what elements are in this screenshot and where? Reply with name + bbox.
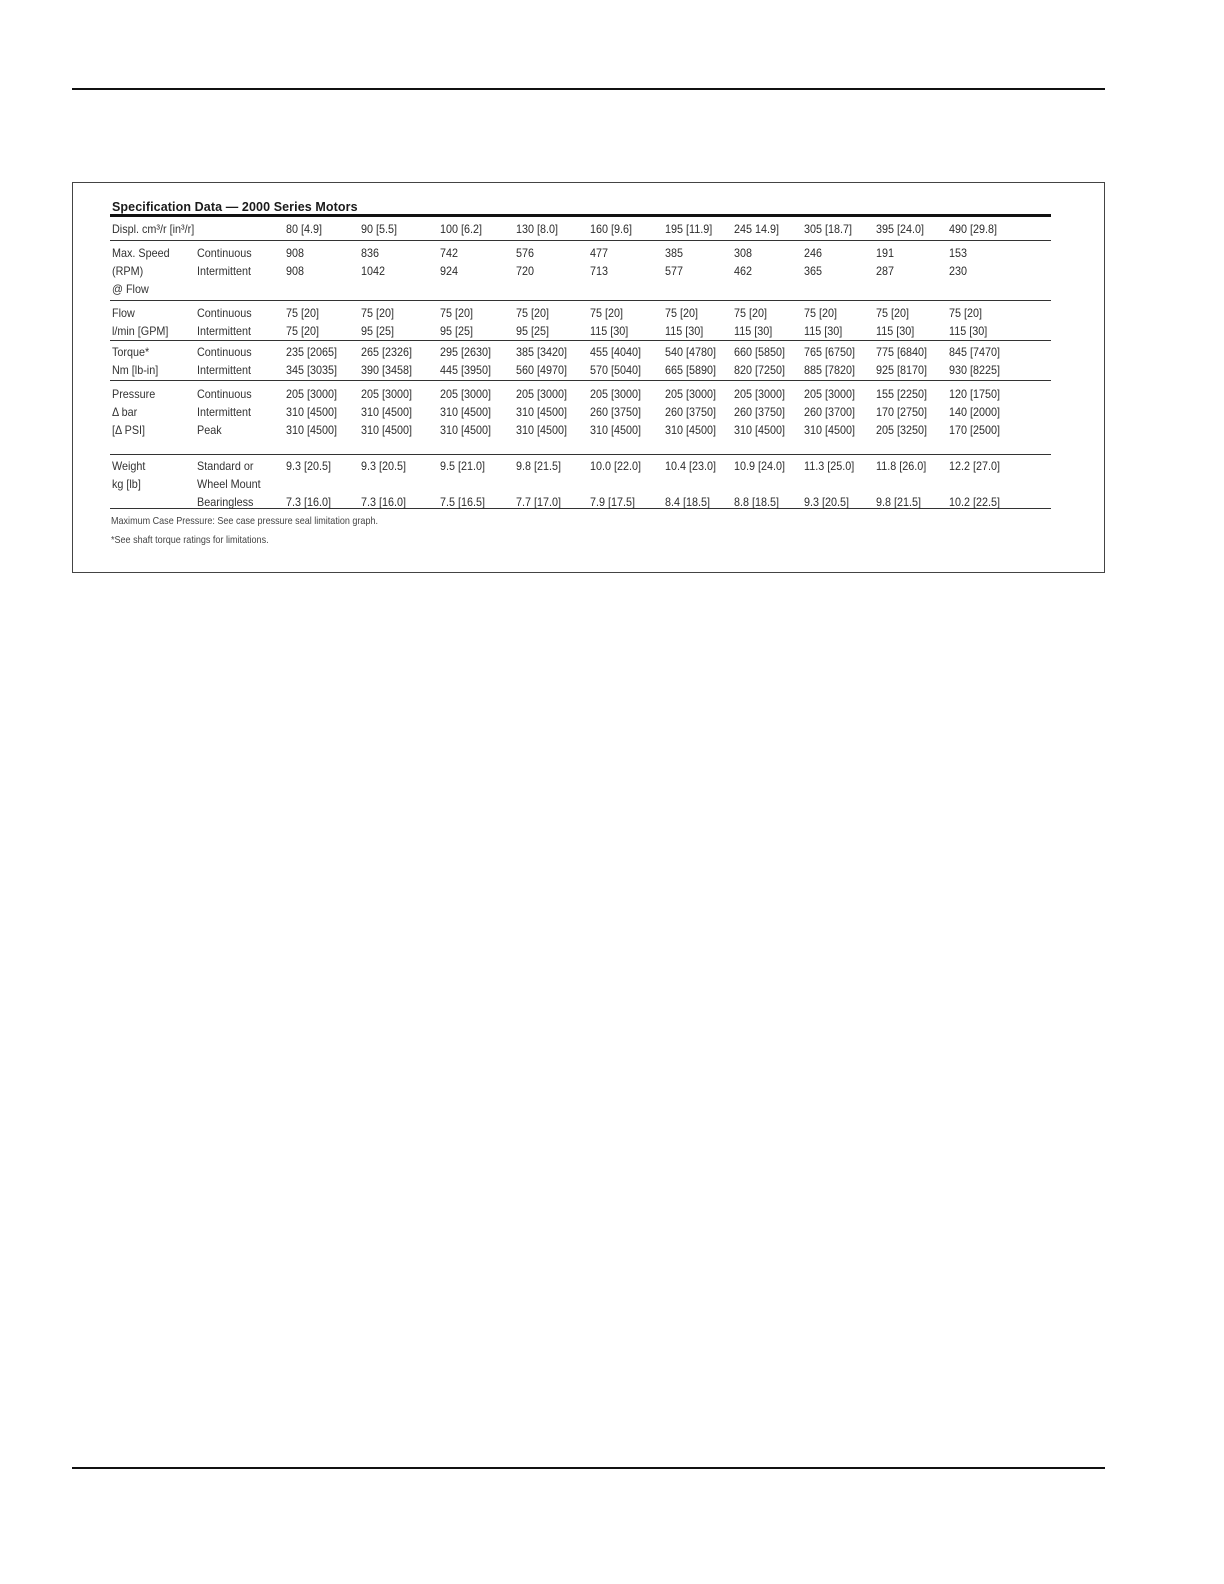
table-cell: 75 [20] (361, 306, 395, 320)
table-cell: 9.5 [21.0] (440, 459, 486, 473)
table-cell: 75 [20] (665, 306, 699, 320)
table-cell: 230 (949, 264, 968, 278)
table-cell: 246 (804, 246, 823, 260)
table-cell: 115 [30] (949, 324, 988, 338)
row-condition-label: Peak (197, 423, 222, 437)
displacement-cell: 90 [5.5] (361, 222, 398, 236)
displacement-cell: 395 [24.0] (876, 222, 925, 236)
table-cell: 75 [20] (949, 306, 983, 320)
row-separator (110, 380, 1051, 381)
table-cell: 713 (590, 264, 609, 278)
table-cell: 540 [4780] (665, 345, 717, 359)
table-cell: 1042 (361, 264, 386, 278)
table-cell: 10.0 [22.0] (590, 459, 642, 473)
table-cell: 120 [1750] (949, 387, 1001, 401)
table-cell: 925 [8170] (876, 363, 928, 377)
row-condition-label: Intermittent (197, 405, 252, 419)
table-cell: 10.2 [22.5] (949, 495, 1001, 509)
displacement-cell: 80 [4.9] (286, 222, 323, 236)
table-cell: 170 [2500] (949, 423, 1001, 437)
table-cell: 205 [3000] (665, 387, 717, 401)
table-cell: 742 (440, 246, 459, 260)
table-cell: 665 [5890] (665, 363, 717, 377)
row-separator (110, 240, 1051, 241)
table-cell: 930 [8225] (949, 363, 1001, 377)
table-cell: 385 (665, 246, 684, 260)
table-cell: 153 (949, 246, 968, 260)
table-cell: 7.3 [16.0] (286, 495, 332, 509)
group-label: l/min [GPM] (112, 324, 169, 338)
displacement-cell: 100 [6.2] (440, 222, 483, 236)
table-cell: 477 (590, 246, 609, 260)
table-cell: 11.8 [26.0] (876, 459, 927, 473)
table-cell: 310 [4500] (590, 423, 642, 437)
table-cell: 310 [4500] (804, 423, 856, 437)
displacement-cell: 490 [29.8] (949, 222, 998, 236)
table-cell: 9.3 [20.5] (804, 495, 850, 509)
table-cell: 115 [30] (665, 324, 704, 338)
table-cell: 75 [20] (804, 306, 838, 320)
table-cell: 115 [30] (804, 324, 843, 338)
table-cell: 12.2 [27.0] (949, 459, 1001, 473)
table-cell: 310 [4500] (516, 405, 568, 419)
table-cell: 310 [4500] (440, 423, 492, 437)
table-cell: 140 [2000] (949, 405, 1001, 419)
table-cell: 205 [3250] (876, 423, 928, 437)
table-cell: 310 [4500] (734, 423, 786, 437)
table-cell: 7.9 [17.5] (590, 495, 636, 509)
table-cell: 205 [3000] (516, 387, 568, 401)
table-cell: 7.5 [16.5] (440, 495, 486, 509)
header-rule (72, 88, 1105, 90)
title-underline (110, 214, 1051, 217)
table-cell: 445 [3950] (440, 363, 492, 377)
table-cell: 115 [30] (734, 324, 773, 338)
table-cell: 115 [30] (876, 324, 915, 338)
table-cell: 235 [2065] (286, 345, 338, 359)
table-cell: 8.4 [18.5] (665, 495, 711, 509)
table-cell: 576 (516, 246, 535, 260)
table-cell: 7.7 [17.0] (516, 495, 562, 509)
table-cell: 9.3 [20.5] (286, 459, 332, 473)
table-cell: 345 [3035] (286, 363, 338, 377)
row-condition-label: Intermittent (197, 324, 252, 338)
table-cell: 310 [4500] (361, 405, 413, 419)
table-cell: 570 [5040] (590, 363, 642, 377)
group-label: Nm [lb-in] (112, 363, 159, 377)
table-cell: 9.8 [21.5] (876, 495, 922, 509)
row-condition-label: Bearingless (197, 495, 254, 509)
table-cell: 75 [20] (286, 306, 320, 320)
group-label: Weight (112, 459, 146, 473)
table-cell: 287 (876, 264, 895, 278)
table-cell: 115 [30] (590, 324, 629, 338)
table-cell: 908 (286, 246, 305, 260)
table-cell: 836 (361, 246, 380, 260)
table-cell: 170 [2750] (876, 405, 928, 419)
table-cell: 845 [7470] (949, 345, 1001, 359)
group-label: @ Flow (112, 282, 149, 296)
group-label: Δ bar (112, 405, 138, 419)
row-condition-label: Intermittent (197, 264, 252, 278)
table-cell: 775 [6840] (876, 345, 928, 359)
displacement-cell: 245 14.9] (734, 222, 780, 236)
group-label: Max. Speed (112, 246, 170, 260)
footer-rule (72, 1467, 1105, 1469)
row-separator (110, 454, 1051, 455)
table-cell: 390 [3458] (361, 363, 413, 377)
group-label: [Δ PSI] (112, 423, 146, 437)
table-cell: 205 [3000] (590, 387, 642, 401)
row-condition-label: Continuous (197, 345, 252, 359)
table-cell: 260 [3750] (734, 405, 786, 419)
table-cell: 155 [2250] (876, 387, 928, 401)
displacement-cell: 160 [9.6] (590, 222, 633, 236)
row-condition-label: Continuous (197, 246, 252, 260)
row-condition-label: Wheel Mount (197, 477, 261, 491)
table-cell: 205 [3000] (804, 387, 856, 401)
table-cell: 8.8 [18.5] (734, 495, 780, 509)
table-cell: 720 (516, 264, 535, 278)
table-cell: 310 [4500] (286, 423, 338, 437)
table-cell: 365 (804, 264, 823, 278)
table-cell: 95 [25] (516, 324, 550, 338)
displacement-label: Displ. cm³/r [in³/r] (112, 222, 195, 236)
table-footnote: *See shaft torque ratings for limitations. (111, 534, 269, 546)
group-label: (RPM) (112, 264, 144, 278)
displacement-cell: 195 [11.9] (665, 222, 713, 236)
displacement-cell: 130 [8.0] (516, 222, 559, 236)
table-cell: 577 (665, 264, 684, 278)
table-cell: 205 [3000] (734, 387, 786, 401)
row-condition-label: Continuous (197, 306, 252, 320)
table-title: Specification Data — 2000 Series Motors (112, 200, 358, 214)
table-cell: 260 [3750] (590, 405, 642, 419)
table-cell: 95 [25] (440, 324, 474, 338)
table-cell: 462 (734, 264, 753, 278)
table-cell: 75 [20] (440, 306, 474, 320)
row-condition-label: Continuous (197, 387, 252, 401)
table-cell: 10.4 [23.0] (665, 459, 717, 473)
table-cell: 205 [3000] (361, 387, 413, 401)
group-label: kg [lb] (112, 477, 141, 491)
table-cell: 310 [4500] (440, 405, 492, 419)
displacement-cell: 305 [18.7] (804, 222, 853, 236)
table-cell: 95 [25] (361, 324, 395, 338)
row-separator (110, 300, 1051, 301)
table-cell: 75 [20] (286, 324, 320, 338)
table-cell: 310 [4500] (516, 423, 568, 437)
table-cell: 260 [3700] (804, 405, 856, 419)
table-cell: 820 [7250] (734, 363, 786, 377)
group-label: Pressure (112, 387, 156, 401)
table-cell: 765 [6750] (804, 345, 856, 359)
table-cell: 10.9 [24.0] (734, 459, 786, 473)
table-cell: 75 [20] (876, 306, 910, 320)
table-cell: 560 [4970] (516, 363, 568, 377)
table-cell: 260 [3750] (665, 405, 717, 419)
row-condition-label: Standard or (197, 459, 254, 473)
table-cell: 11.3 [25.0] (804, 459, 855, 473)
table-cell: 310 [4500] (286, 405, 338, 419)
table-cell: 205 [3000] (286, 387, 338, 401)
table-cell: 310 [4500] (665, 423, 717, 437)
group-label: Torque* (112, 345, 150, 359)
table-cell: 385 [3420] (516, 345, 568, 359)
table-cell: 908 (286, 264, 305, 278)
table-footnote: Maximum Case Pressure: See case pressure seal limitation graph. (111, 515, 379, 527)
table-cell: 7.3 [16.0] (361, 495, 407, 509)
table-cell: 308 (734, 246, 753, 260)
table-cell: 660 [5850] (734, 345, 786, 359)
row-separator (110, 340, 1051, 341)
table-cell: 295 [2630] (440, 345, 492, 359)
row-condition-label: Intermittent (197, 363, 252, 377)
table-cell: 265 [2326] (361, 345, 413, 359)
table-cell: 75 [20] (590, 306, 624, 320)
table-cell: 205 [3000] (440, 387, 492, 401)
table-cell: 924 (440, 264, 459, 278)
table-cell: 885 [7820] (804, 363, 856, 377)
group-label: Flow (112, 306, 135, 320)
table-cell: 9.3 [20.5] (361, 459, 407, 473)
table-cell: 75 [20] (516, 306, 550, 320)
table-cell: 455 [4040] (590, 345, 642, 359)
table-cell: 191 (876, 246, 895, 260)
table-cell: 9.8 [21.5] (516, 459, 562, 473)
table-cell: 75 [20] (734, 306, 768, 320)
table-cell: 310 [4500] (361, 423, 413, 437)
